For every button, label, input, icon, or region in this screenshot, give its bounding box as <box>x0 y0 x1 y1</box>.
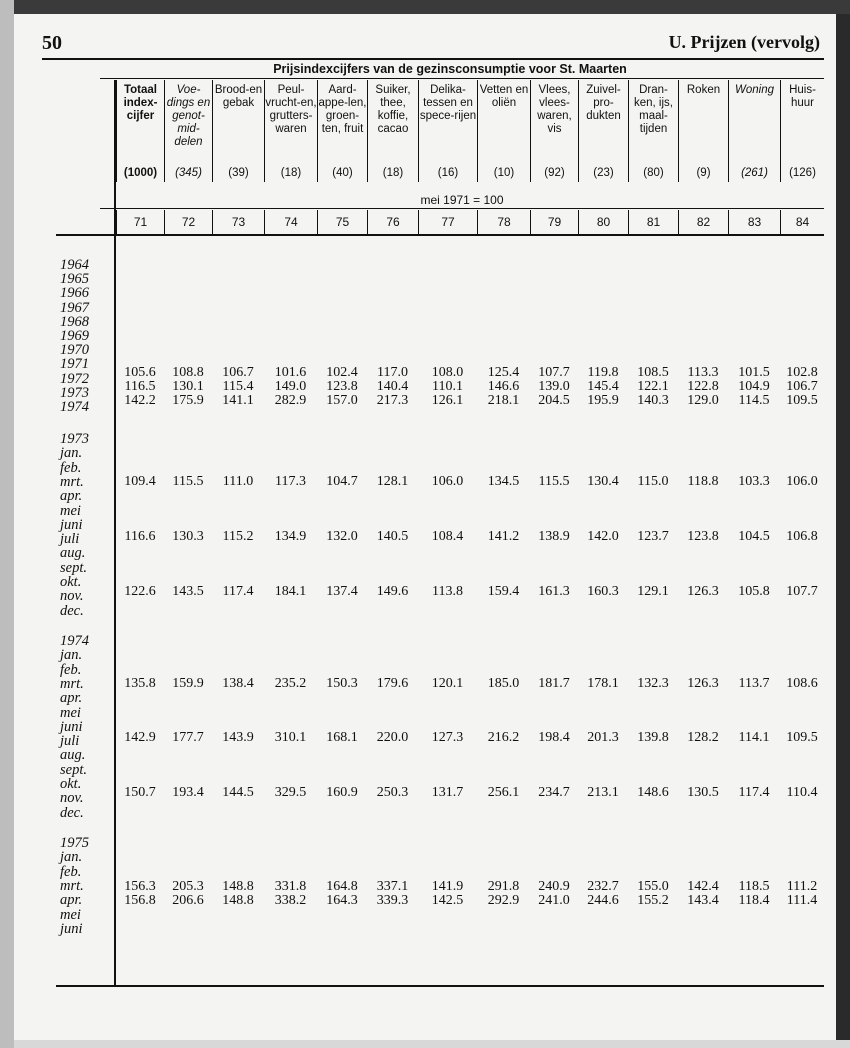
column-label: Huis-huur <box>789 84 816 109</box>
table-cell: 216.2 <box>487 730 520 745</box>
column-number: 80 <box>578 210 628 234</box>
table-cell: 159.9 <box>172 676 204 691</box>
table-cell: 130.3 <box>172 529 204 544</box>
table-cell: 129.1 <box>637 584 669 599</box>
base-rule <box>100 208 824 209</box>
table-cell: 119.8 <box>587 365 619 380</box>
row-label: 1973 <box>60 431 89 447</box>
table-cell: 104.5 <box>738 529 770 544</box>
row-label: 1966 <box>60 285 89 302</box>
column-header <box>780 80 824 182</box>
row-label: mrt. <box>60 675 84 692</box>
table-cell: 113.8 <box>432 584 463 599</box>
table-cell: 118.5 <box>738 879 770 894</box>
table-cell: 129.0 <box>687 393 719 408</box>
column-header <box>728 80 780 182</box>
row-label: 1972 <box>60 370 89 387</box>
row-label: aug. <box>60 545 86 562</box>
row-label: mei <box>60 704 81 721</box>
row-label: juni <box>60 920 83 937</box>
row-label: 1974 <box>60 633 89 649</box>
table-cell: 128.2 <box>687 730 719 745</box>
table-cell: 250.3 <box>376 785 409 800</box>
table-cell: 111.4 <box>786 893 818 908</box>
table-cell: 143.4 <box>687 893 719 908</box>
table-cell: 138.9 <box>538 529 570 544</box>
table-cell: 137.4 <box>326 584 358 599</box>
table-cell: 125.4 <box>487 365 520 380</box>
table-cell: 106.0 <box>431 474 464 489</box>
table-cell: 120.1 <box>431 676 464 691</box>
table-cell: 142.9 <box>124 730 156 745</box>
scan-right-edge <box>836 14 850 1040</box>
column-label: Suiker, thee, koffie, cacao <box>375 84 411 135</box>
table-cell: 107.7 <box>786 584 818 599</box>
table-cell: 130.1 <box>172 379 204 394</box>
column-label: Vlees, vlees-waren, vis <box>537 84 572 135</box>
table-cell: 142.4 <box>687 879 719 894</box>
table-cell: 115.2 <box>222 529 254 544</box>
table-cell: 329.5 <box>274 785 307 800</box>
table-cell: 164.3 <box>326 893 358 908</box>
row-label: jan. <box>60 647 83 664</box>
row-label: 1973 <box>60 384 89 401</box>
column-label: Roken <box>686 84 721 96</box>
table-cell: 108.0 <box>431 365 464 380</box>
table-cell: 218.1 <box>487 393 520 408</box>
table-cell: 102.4 <box>326 365 358 380</box>
table-cell: 181.7 <box>538 676 570 691</box>
column-label: Delika-tessen en spece-rijen <box>419 84 477 122</box>
row-label: nov. <box>60 790 84 807</box>
table-cell: 164.8 <box>326 879 358 894</box>
table-cell: 140.4 <box>376 379 409 394</box>
row-label: mrt. <box>60 877 84 894</box>
column-label: Voe-dings en genot-mid-delen <box>166 84 211 148</box>
row-label: mei <box>60 906 81 923</box>
table-cell: 117.4 <box>222 584 254 599</box>
table-cell: 292.9 <box>487 893 520 908</box>
table-cell: 155.2 <box>637 893 669 908</box>
table-cell: 241.0 <box>538 893 570 908</box>
table-cell: 177.7 <box>172 730 204 745</box>
table-cell: 134.5 <box>487 474 520 489</box>
table-cell: 109.5 <box>786 730 818 745</box>
row-label: dec. <box>60 804 84 821</box>
table-cell: 140.3 <box>637 393 669 408</box>
table-cell: 117.4 <box>738 785 770 800</box>
row-label: okt. <box>60 776 82 792</box>
section-title: U. Prijzen (vervolg) <box>668 32 820 52</box>
row-label: juli <box>60 733 80 750</box>
table-cell: 141.9 <box>431 879 464 894</box>
table-cell: 142.5 <box>431 893 464 908</box>
table-cell: 142.0 <box>587 529 619 544</box>
table-cell: 118.4 <box>738 893 770 908</box>
table-cell: 338.2 <box>274 893 307 908</box>
column-label: Peul-vrucht-en, grutters-waren <box>265 84 317 135</box>
page-number: 50 <box>42 32 62 54</box>
table-cell: 105.6 <box>124 365 156 380</box>
column-number: 81 <box>628 210 678 234</box>
row-label: 1971 <box>60 356 89 373</box>
table-cell: 123.7 <box>637 529 669 544</box>
table-cell: 135.8 <box>124 676 156 691</box>
table-cell: 204.5 <box>538 393 570 408</box>
table-cell: 148.8 <box>222 879 254 894</box>
table-cell: 101.5 <box>738 365 770 380</box>
row-label: 1974 <box>60 399 89 415</box>
table-cell: 108.4 <box>431 529 464 544</box>
column-number: 74 <box>264 210 317 234</box>
table-cell: 130.4 <box>587 474 619 489</box>
table-cell: 161.3 <box>538 584 570 599</box>
table-cell: 148.8 <box>222 893 254 908</box>
table-cell: 110.4 <box>786 785 818 800</box>
column-header <box>530 80 578 182</box>
column-label: Zuivel-pro-dukten <box>586 84 621 122</box>
column-number: 79 <box>530 210 578 234</box>
table-cell: 127.3 <box>431 730 464 745</box>
column-label: Brood-en gebak <box>214 84 263 109</box>
table-cell: 108.6 <box>786 676 818 691</box>
scan-top-edge <box>0 0 850 14</box>
table-cell: 113.3 <box>687 365 719 380</box>
table-cell: 126.3 <box>687 584 719 599</box>
table-cell: 142.2 <box>124 393 156 408</box>
row-label: juni <box>60 718 83 735</box>
column-weight: (18) <box>382 167 404 179</box>
table-cell: 138.4 <box>222 676 254 691</box>
table-cell: 150.3 <box>326 676 358 691</box>
table-cell: 179.6 <box>376 676 409 691</box>
table-cell: 104.9 <box>738 379 770 394</box>
column-weight: (23) <box>593 167 614 179</box>
table-cell: 160.9 <box>326 785 358 800</box>
table-cell: 113.7 <box>738 676 770 691</box>
row-label: 1970 <box>60 342 89 359</box>
table-title: Prijsindexcijfers van de gezinsconsumptie voor St. Maarten <box>273 62 627 76</box>
table-cell: 201.3 <box>587 730 619 745</box>
table-cell: 143.9 <box>222 730 254 745</box>
table-cell: 244.6 <box>587 893 619 908</box>
table-cell: 111.2 <box>786 879 818 894</box>
table-cell: 122.8 <box>687 379 719 394</box>
column-header <box>264 80 317 182</box>
column-weight: (10) <box>493 167 515 179</box>
table-cell: 184.1 <box>274 584 307 599</box>
index-base: mei 1971 = 100 <box>420 193 504 207</box>
column-weight: (9) <box>696 167 711 179</box>
row-label: 1967 <box>60 299 89 316</box>
table-cell: 198.4 <box>538 730 570 745</box>
table-cell: 205.3 <box>172 879 204 894</box>
row-label: apr. <box>60 892 83 909</box>
column-weight: (345) <box>175 167 202 179</box>
table-cell: 220.0 <box>376 730 409 745</box>
table-cell: 109.4 <box>124 474 156 489</box>
table-cell: 115.4 <box>222 379 254 394</box>
row-label: 1969 <box>60 328 89 344</box>
table-cell: 148.6 <box>637 785 669 800</box>
row-label: mrt. <box>60 473 84 490</box>
row-label: aug. <box>60 747 86 764</box>
table-cell: 123.8 <box>687 529 719 544</box>
table-cell: 168.1 <box>326 730 358 745</box>
table-cell: 149.0 <box>274 379 307 394</box>
table-cell: 141.1 <box>222 393 254 408</box>
table-cell: 130.5 <box>687 785 719 800</box>
column-header <box>678 80 728 182</box>
table-cell: 123.8 <box>326 379 358 394</box>
row-label: feb. <box>60 863 82 880</box>
column-header <box>418 80 477 182</box>
table-cell: 108.8 <box>172 365 204 380</box>
table-cell: 126.1 <box>431 393 464 408</box>
table-cell: 139.0 <box>538 379 570 394</box>
column-number: 77 <box>418 210 477 234</box>
column-header <box>164 80 212 182</box>
table-cell: 232.7 <box>587 879 619 894</box>
column-label: Woning <box>735 84 774 96</box>
column-weight: (261) <box>741 167 768 179</box>
row-label: mei <box>60 502 81 519</box>
row-label: dec. <box>60 602 84 619</box>
table-cell: 146.6 <box>487 379 520 394</box>
table-cell: 155.0 <box>637 879 669 894</box>
table-cell: 114.5 <box>738 393 770 408</box>
title-rule <box>100 78 824 79</box>
header-rule <box>42 58 824 60</box>
column-number: 76 <box>367 210 418 234</box>
table-bottom-rule <box>56 985 824 987</box>
row-label: 1968 <box>60 313 89 330</box>
table-cell: 122.1 <box>637 379 669 394</box>
table-cell: 115.0 <box>637 474 669 489</box>
table-cell: 144.5 <box>222 785 254 800</box>
row-label: 1965 <box>60 271 89 288</box>
column-number: 75 <box>317 210 367 234</box>
table-cell: 206.6 <box>172 893 204 908</box>
row-label: juli <box>60 531 80 548</box>
column-number-rule <box>56 234 824 236</box>
row-label: 1964 <box>60 257 89 273</box>
table-cell: 126.3 <box>687 676 719 691</box>
table-cell: 106.8 <box>786 529 818 544</box>
row-label: 1975 <box>60 835 89 851</box>
table-cell: 116.6 <box>124 529 156 544</box>
table-cell: 160.3 <box>587 584 619 599</box>
row-label: feb. <box>60 661 82 678</box>
column-weight: (39) <box>228 167 249 179</box>
row-label: juni <box>60 516 83 533</box>
table-cell: 234.7 <box>538 785 570 800</box>
table-cell: 282.9 <box>274 393 307 408</box>
table-cell: 128.1 <box>376 474 409 489</box>
table-cell: 310.1 <box>274 730 307 745</box>
column-weight: (40) <box>332 167 353 179</box>
column-weight: (126) <box>789 167 816 179</box>
table-cell: 117.0 <box>377 365 408 380</box>
table-cell: 178.1 <box>587 676 619 691</box>
column-number: 78 <box>477 210 530 234</box>
table-cell: 217.3 <box>376 393 409 408</box>
column-number: 73 <box>212 210 264 234</box>
column-weight: (80) <box>643 167 664 179</box>
table-cell: 185.0 <box>487 676 520 691</box>
table-cell: 331.8 <box>274 879 307 894</box>
column-label: Vetten en oliën <box>479 84 529 109</box>
table-cell: 122.6 <box>124 584 156 599</box>
column-weight: (92) <box>544 167 565 179</box>
table-cell: 131.7 <box>431 785 464 800</box>
table-cell: 256.1 <box>487 785 520 800</box>
column-number: 72 <box>164 210 212 234</box>
table-cell: 106.0 <box>786 474 818 489</box>
table-cell: 134.9 <box>274 529 307 544</box>
table-cell: 132.0 <box>326 529 358 544</box>
column-weight: (18) <box>280 167 302 179</box>
column-number: 71 <box>116 210 164 234</box>
row-label: nov. <box>60 588 84 605</box>
row-label: sept. <box>60 761 87 778</box>
table-cell: 115.5 <box>538 474 570 489</box>
table-cell: 240.9 <box>538 879 570 894</box>
table-cell: 141.2 <box>487 529 520 544</box>
table-cell: 106.7 <box>786 379 818 394</box>
table-cell: 132.3 <box>637 676 669 691</box>
table-cell: 114.1 <box>738 730 770 745</box>
table-cell: 108.5 <box>637 365 669 380</box>
column-header <box>317 80 367 182</box>
table-cell: 150.7 <box>124 785 156 800</box>
table-cell: 337.1 <box>376 879 409 894</box>
table-cell: 157.0 <box>326 393 358 408</box>
table-cell: 110.1 <box>432 379 463 394</box>
row-label: feb. <box>60 459 82 476</box>
row-label: okt. <box>60 574 82 590</box>
table-cell: 149.6 <box>376 584 409 599</box>
column-label: Aard-appe-len, groen-ten, fruit <box>318 84 367 135</box>
column-weight: (16) <box>437 167 459 179</box>
column-weight: (1000) <box>123 167 158 179</box>
column-number: 82 <box>678 210 728 234</box>
column-header <box>477 80 530 182</box>
column-number: 84 <box>780 210 824 234</box>
column-number: 83 <box>728 210 780 234</box>
table-cell: 103.3 <box>738 474 770 489</box>
table-cell: 156.8 <box>124 893 156 908</box>
table-cell: 213.1 <box>587 785 619 800</box>
table-cell: 235.2 <box>274 676 307 691</box>
table-cell: 109.5 <box>786 393 818 408</box>
table-cell: 111.0 <box>222 474 254 489</box>
table-cell: 291.8 <box>487 879 520 894</box>
scan-left-edge <box>0 0 14 1048</box>
table-cell: 139.8 <box>637 730 669 745</box>
table-cell: 104.7 <box>326 474 358 489</box>
row-label: jan. <box>60 445 83 462</box>
row-label: apr. <box>60 690 83 707</box>
column-header <box>116 80 164 182</box>
table-cell: 118.8 <box>687 474 719 489</box>
table-cell: 145.4 <box>587 379 619 394</box>
table-cell: 159.4 <box>487 584 520 599</box>
table-cell: 106.7 <box>222 365 254 380</box>
column-label: Totaal index-cijfer <box>123 84 158 122</box>
column-header <box>212 80 264 182</box>
table-cell: 195.9 <box>587 393 619 408</box>
table-cell: 115.5 <box>172 474 204 489</box>
table-cell: 116.5 <box>124 379 156 394</box>
row-label: sept. <box>60 559 87 576</box>
table-cell: 101.6 <box>274 365 307 380</box>
column-header <box>367 80 418 182</box>
table-cell: 193.4 <box>172 785 204 800</box>
table-cell: 143.5 <box>172 584 204 599</box>
table-cell: 105.8 <box>738 584 770 599</box>
column-label: Dran-ken, ijs, maal-tijden <box>634 84 673 135</box>
column-header <box>628 80 678 182</box>
table-cell: 156.3 <box>124 879 156 894</box>
column-header <box>578 80 628 182</box>
table-cell: 102.8 <box>786 365 818 380</box>
table-cell: 140.5 <box>376 529 409 544</box>
table-cell: 339.3 <box>376 893 409 908</box>
row-label: apr. <box>60 488 83 505</box>
table-cell: 117.3 <box>275 474 306 489</box>
row-label: jan. <box>60 849 83 866</box>
table-cell: 175.9 <box>172 393 204 408</box>
table-cell: 107.7 <box>538 365 570 380</box>
